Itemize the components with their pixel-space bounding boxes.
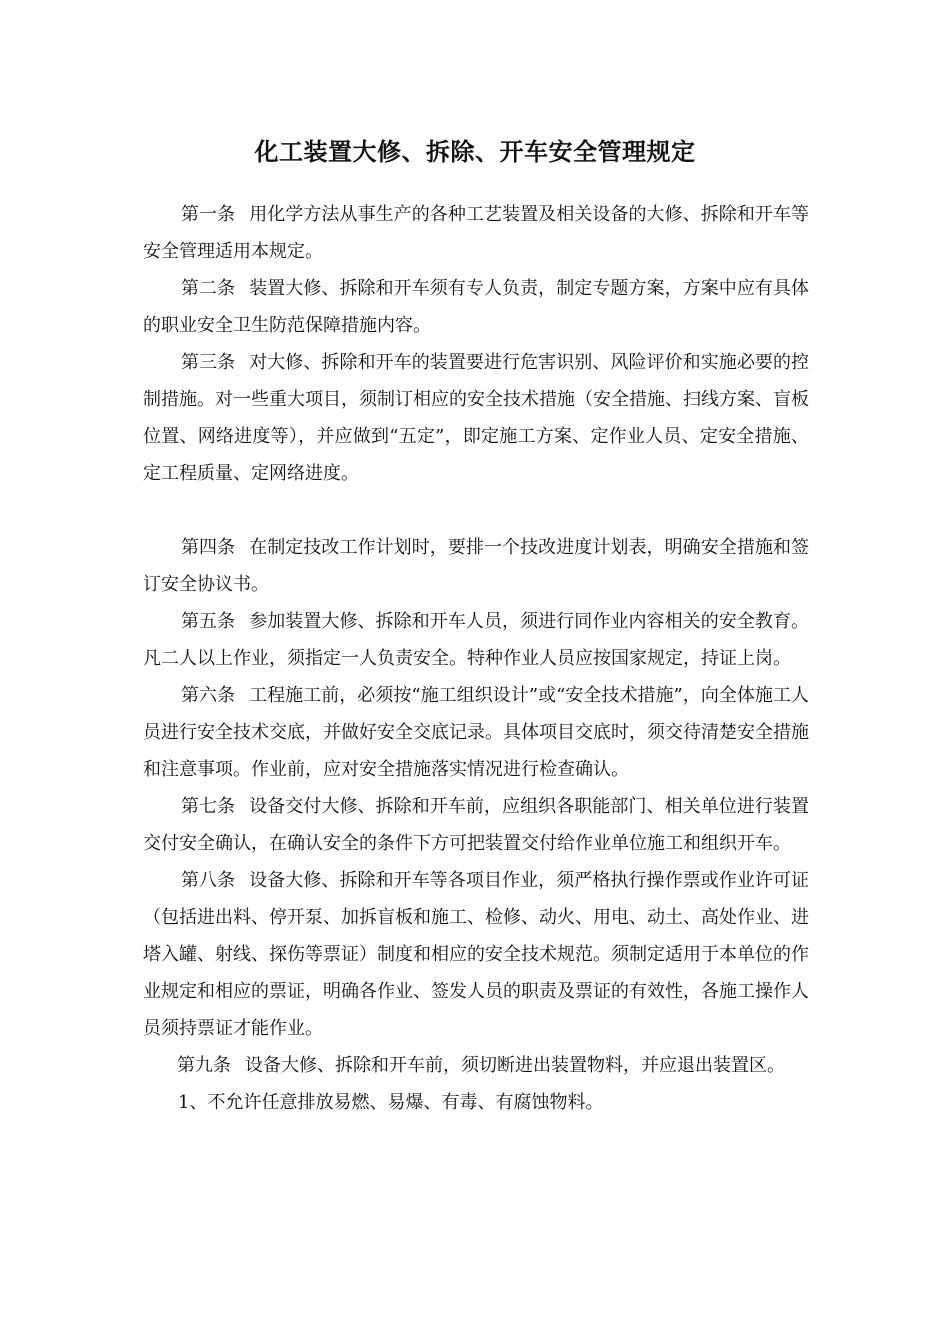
page-title: 化工装置大修、拆除、开车安全管理规定 [254, 137, 696, 166]
article-6 [143, 677, 809, 788]
article-label: 第五条 [181, 611, 236, 632]
article-text: 设备大修、拆除和开车等各项目作业，须严格执行操作票或作业许可证（包括进出料、停开泵、加拆盲板和施工、检修、动火、用电、动土、高处作业、进塔入罐、射线、探伤等票证）制度和相应的安全技术规范。须制定适用于本单位的作业规定和相应的票证，明确各作业、签发人员的职责及票证的有效性，各施工操作人员须持票证才能作业。 [143, 870, 810, 1039]
article-2 [143, 270, 809, 344]
list-item: 1、不允许任意排放易燃、易爆、有毒、有腐蚀物料。 [178, 1092, 604, 1113]
article-8 [143, 862, 809, 1047]
article-text: 设备交付大修、拆除和开车前，应组织各职能部门、相关单位进行装置交付安全确认，在确认安全的条件下方可把装置交付给作业单位施工和组织开车。 [143, 796, 810, 854]
article-label: 第八条 [181, 870, 236, 891]
article-label: 第九条 [177, 1055, 231, 1076]
article-text: 在制定技改工作计划时，要排一个技改进度计划表，明确安全措施和签订安全协议书。 [143, 537, 810, 595]
article-label: 第四条 [181, 537, 236, 558]
article-text: 对大修、拆除和开车的装置要进行危害识别、风险评价和实施必要的控制措施。对一些重大项目，须制订相应的安全技术措施（安全措施、扫线方案、盲板位置、网络进度等），并应做到“五定”，即定施工方案、定作业人员、定安全措施、定工程质量、定网络进度。 [143, 352, 810, 484]
article-text: 参加装置大修、拆除和开车人员，须进行同作业内容相关的安全教育。凡二人以上作业，须指定一人负责安全。特种作业人员应按国家规定，持证上岗。 [143, 611, 810, 669]
article-1 [143, 196, 809, 270]
article-text: 用化学方法从事生产的各种工艺装置及相关设备的大修、拆除和开车等安全管理适用本规定。 [143, 204, 810, 262]
article-4 [143, 529, 809, 603]
document-body [143, 196, 809, 1121]
article-label: 第七条 [181, 796, 236, 817]
article-label: 第三条 [181, 352, 236, 373]
article-label: 第六条 [181, 685, 236, 706]
article-3 [143, 344, 809, 492]
article-text: 工程施工前，必须按“施工组织设计”或“安全技术措施”，向全体施工人员进行安全技术交底，并做好安全交底记录。具体项目交底时，须交待清楚安全措施和注意事项。作业前，应对安全措施落实情况进行检查确认。 [143, 685, 810, 780]
paragraph-gap [143, 492, 809, 529]
article-5 [143, 603, 809, 677]
article-text: 设备大修、拆除和开车前，须切断进出装置物料，并应退出装置区。 [245, 1055, 785, 1076]
article-text: 装置大修、拆除和开车须有专人负责，制定专题方案，方案中应有具体的职业安全卫生防范保障措施内容。 [143, 278, 810, 336]
article-label: 第二条 [181, 278, 236, 299]
article-9 [143, 1047, 809, 1084]
article-label: 第一条 [181, 204, 236, 225]
article-7 [143, 788, 809, 862]
